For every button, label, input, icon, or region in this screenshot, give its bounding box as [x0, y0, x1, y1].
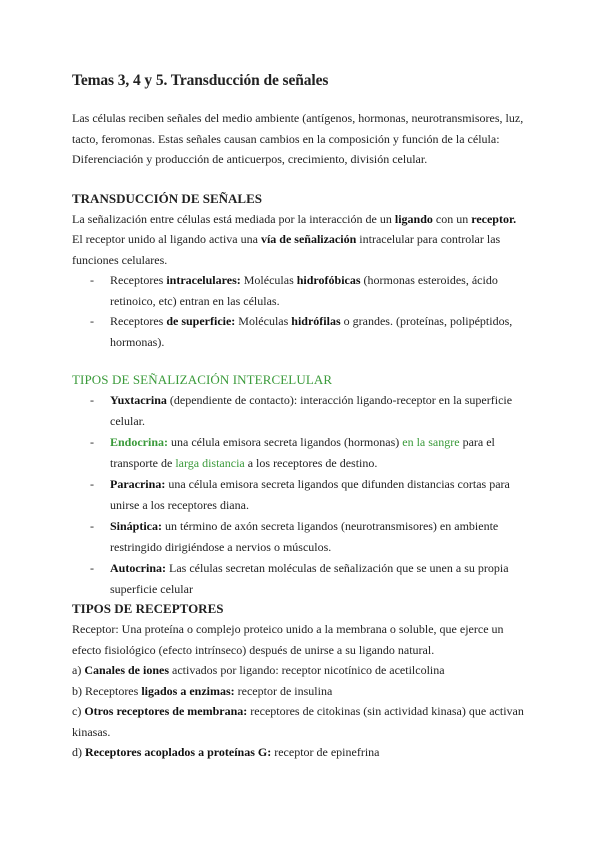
list-item: - Endocrina: una célula emisora secreta ligandos (hormonas) en la sangre para el transporte de larga distancia a los receptores de destino.: [90, 435, 495, 470]
list-item: - Sináptica: un término de axón secreta ligandos (neurotransmisores) en ambiente restringido dirigiéndose a nervios o músculos.: [90, 519, 499, 554]
list-item: - Receptores de superficie: Moléculas hidrófilas o grandes. (proteínas, polipéptidos, hormonas).: [90, 314, 513, 349]
signaling-types-list: [72, 390, 528, 599]
receptor-location-list: [72, 270, 528, 352]
list-item: - Receptores intracelulares: Moléculas hidrofóbicas (hormonas esteroides, ácido retinoico, etc) entran en las células.: [90, 273, 498, 308]
receptor-item-d: d) Receptores acoplados a proteínas G: receptor de epinefrina: [72, 745, 380, 759]
receptor-item-c: c) Otros receptores de membrana: receptores de citokinas (sin actividad kinasa) que activan kinasas.: [72, 704, 524, 739]
page-title: Temas 3, 4 y 5. Transducción de señales: [72, 72, 329, 89]
section-heading-tipos-senalizacion: TIPOS DE SEÑALIZACIÓN INTERCELULAR: [72, 372, 333, 387]
receptor-item-a: a) Canales de iones activados por ligando: receptor nicotínico de acetilcolina: [72, 663, 445, 677]
receptores-intro: Receptor: Una proteína o complejo proteico unido a la membrana o soluble, que ejerce un efecto fisiológico (efecto intrínseco) después de unirse a su ligando natural.: [72, 622, 504, 657]
section-heading-tipos-receptores: TIPOS DE RECEPTORES: [72, 601, 224, 616]
list-item: - Yuxtacrina (dependiente de contacto): interacción ligando-receptor en la superficie celular.: [90, 393, 513, 428]
section-heading-transduccion: TRANSDUCCIÓN DE SEÑALES: [72, 190, 262, 206]
list-item: - Paracrina: una célula emisora secreta ligandos que difunden distancias cortas para unirse a los receptores diana.: [90, 477, 510, 512]
transduccion-paragraph: La señalización entre células está mediada por la interacción de un ligando con un receptor. El receptor unido al ligando activa una vía de señalización intracelular para controlar las funciones celulares.: [72, 211, 517, 267]
list-item: - Autocrina: Las células secretan moléculas de señalización que se unen a su propia superficie celular: [90, 561, 509, 596]
intro-paragraph: Las células reciben señales del medio ambiente (antígenos, hormonas, neurotransmisores, luz, tacto, feromonas. Estas señales causan cambios en la composición y función de la célula: Diferenciación y producción de anticuerpos, crecimiento, división celular.: [72, 111, 524, 166]
receptor-item-b: b) Receptores ligados a enzimas: receptor de insulina: [72, 683, 333, 698]
document-page: [72, 72, 528, 763]
